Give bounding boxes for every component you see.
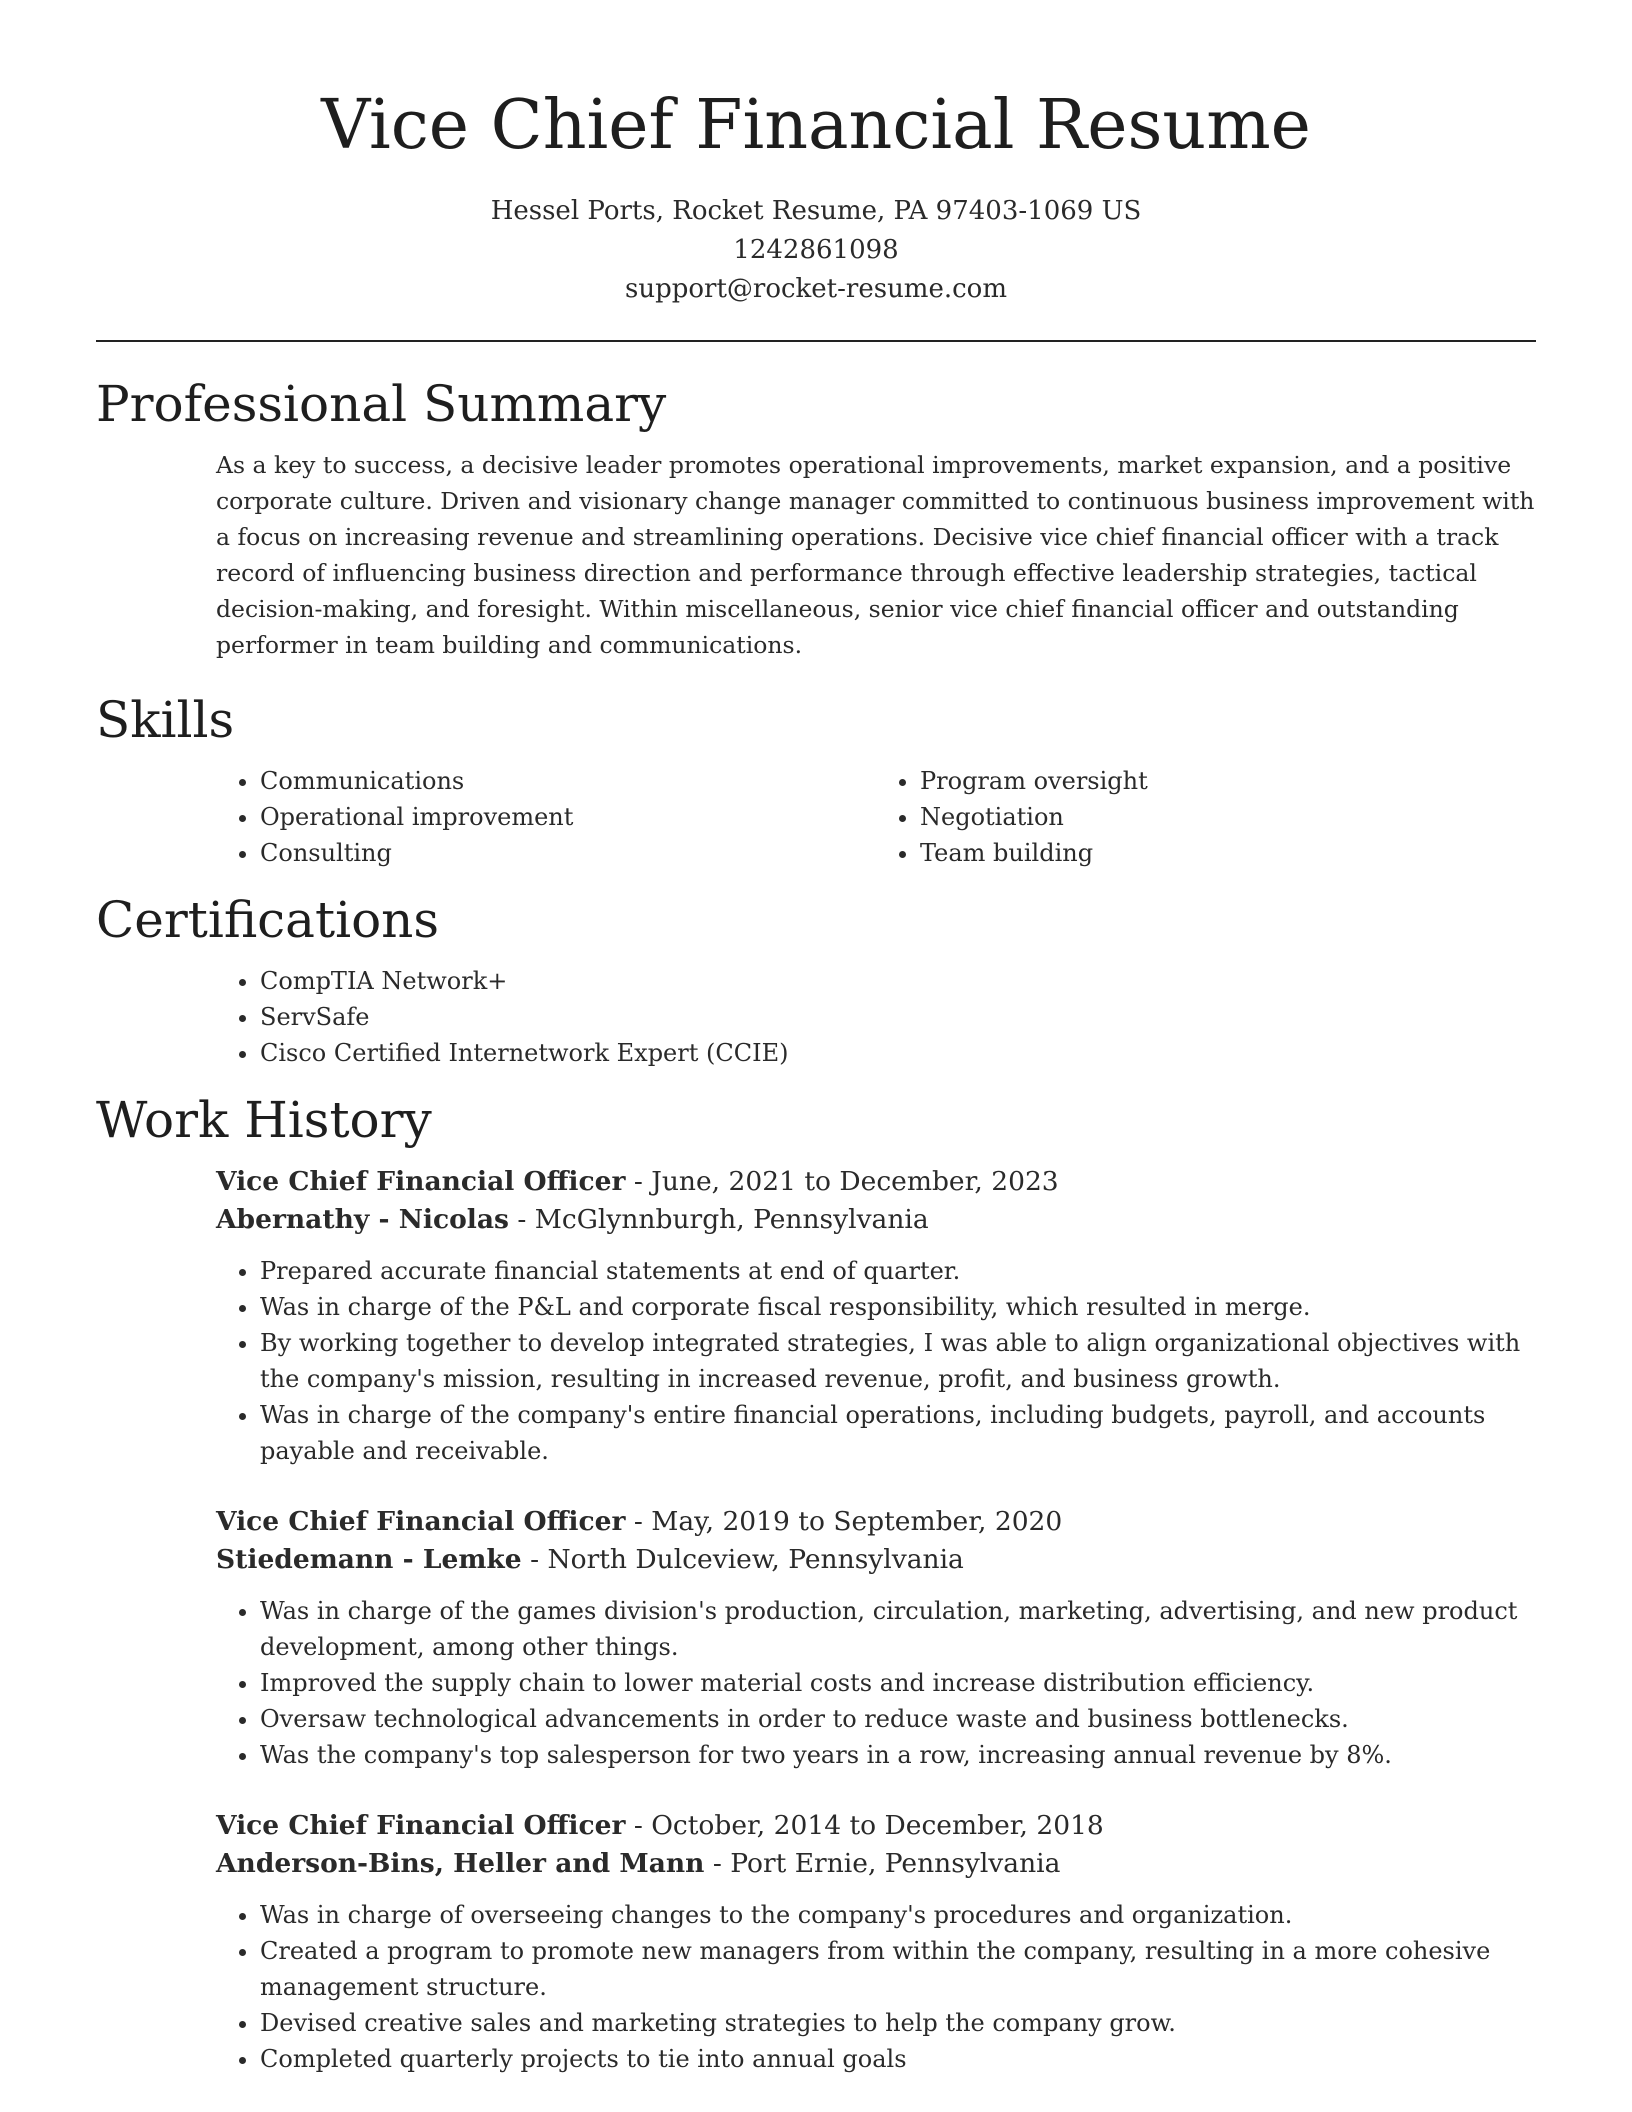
certifications-section [96, 889, 1536, 1071]
job-bullet: • Was in charge of overseeing changes to the company's procedures and organization. [260, 1897, 1536, 1933]
job-company-line [216, 1201, 1536, 1239]
skills-heading: Skills [96, 691, 235, 749]
skills-grid [216, 763, 1536, 871]
resume-header [96, 0, 1536, 342]
job-bullets [216, 1593, 1536, 1773]
job-entry [216, 1807, 1536, 2077]
certification-item: • ServSafe [260, 999, 1536, 1035]
job-bullets [216, 1253, 1536, 1469]
job-bullet: • Was the company's top salesperson for two years in a row, increasing annual revenue by 8%. [260, 1737, 1536, 1773]
header-divider [96, 340, 1536, 342]
contact-address: Hessel Ports, Rocket Resume, PA 97403-1069 US [490, 196, 1142, 226]
skill-item: • Communications [260, 763, 876, 799]
resume-page [96, 0, 1536, 2077]
job-title-line [216, 1503, 1536, 1541]
summary-heading: Professional Summary [96, 375, 667, 433]
work-heading: Work History [96, 1091, 432, 1149]
job-title: Vice Chief Financial Officer [216, 1166, 626, 1197]
job-location: - Port Ernie, Pennsylvania [704, 1848, 1061, 1879]
certification-item: • Cisco Certified Internetwork Expert (CCIE) [260, 1035, 1536, 1071]
contact-block [96, 192, 1536, 309]
work-section [96, 1089, 1536, 2077]
job-title-line [216, 1163, 1536, 1201]
certification-item: • CompTIA Network+ [260, 963, 1536, 999]
skill-item: • Consulting [260, 835, 876, 871]
job-company: Anderson-Bins, Heller and Mann [216, 1848, 705, 1879]
summary-text: As a key to success, a decisive leader promotes operational improvements, market expansion, and a positive corporate culture. Driven and visionary change manager committed to continuous business improvement with a focus on increasing revenue and streamlining operations. Decisive vice chief financial officer with a track record of influencing business direction and performance through effective leadership strategies, tactical decision-making, and foresight. Within miscellaneous, senior vice chief financial officer and outstanding performer in team building and communications. [216, 451, 1535, 659]
job-location: - McGlynnburgh, Pennsylvania [508, 1204, 929, 1235]
certifications-heading: Certifications [96, 891, 440, 949]
job-bullet: • Improved the supply chain to lower material costs and increase distribution efficiency. [260, 1665, 1536, 1701]
skill-item: • Program oversight [920, 763, 1536, 799]
job-title: Vice Chief Financial Officer [216, 1810, 626, 1841]
skill-item: • Negotiation [920, 799, 1536, 835]
summary-section [96, 373, 1536, 663]
job-company: Abernathy - Nicolas [216, 1204, 509, 1235]
skills-column-1 [216, 763, 876, 871]
job-entry [216, 1503, 1536, 1773]
job-bullet: • Completed quarterly projects to tie into annual goals [260, 2041, 1536, 2077]
job-company-line [216, 1845, 1536, 1883]
job-dates: - October, 2014 to December, 2018 [625, 1810, 1104, 1841]
contact-email: support@rocket-resume.com [624, 274, 1007, 304]
certifications-list [216, 963, 1536, 1071]
job-bullet: • Prepared accurate financial statements at end of quarter. [260, 1253, 1536, 1289]
job-entry [216, 1163, 1536, 1469]
skills-column-2 [876, 763, 1536, 871]
job-title-line [216, 1807, 1536, 1845]
contact-phone: 1242861098 [733, 235, 899, 265]
skill-item: • Operational improvement [260, 799, 876, 835]
job-bullet: • Was in charge of the P&L and corporate fiscal responsibility, which resulted in merge. [260, 1289, 1536, 1325]
job-bullet: • Was in charge of the games division's production, circulation, marketing, advertising, and new product development, among other things. [260, 1593, 1536, 1665]
job-bullet: • Devised creative sales and marketing strategies to help the company grow. [260, 2005, 1536, 2041]
skills-section [96, 689, 1536, 871]
job-dates: - June, 2021 to December, 2023 [625, 1166, 1059, 1197]
job-bullet: • Created a program to promote new managers from within the company, resulting in a more cohesive management structure. [260, 1933, 1536, 2005]
job-bullets [216, 1897, 1536, 2077]
job-bullet: • Oversaw technological advancements in order to reduce waste and business bottlenecks. [260, 1701, 1536, 1737]
job-company: Stiedemann - Lemke [216, 1544, 522, 1575]
job-bullet: • By working together to develop integrated strategies, I was able to align organizational objectives with the company's mission, resulting in increased revenue, profit, and business growth. [260, 1325, 1536, 1397]
job-company-line [216, 1541, 1536, 1579]
skill-item: • Team building [920, 835, 1536, 871]
job-title: Vice Chief Financial Officer [216, 1506, 626, 1537]
job-bullet: • Was in charge of the company's entire financial operations, including budgets, payroll, and accounts payable and receivable. [260, 1397, 1536, 1469]
job-location: - North Dulceview, Pennsylvania [521, 1544, 964, 1575]
job-dates: - May, 2019 to September, 2020 [625, 1506, 1063, 1537]
resume-title: Vice Chief Financial Resume [321, 86, 1311, 165]
